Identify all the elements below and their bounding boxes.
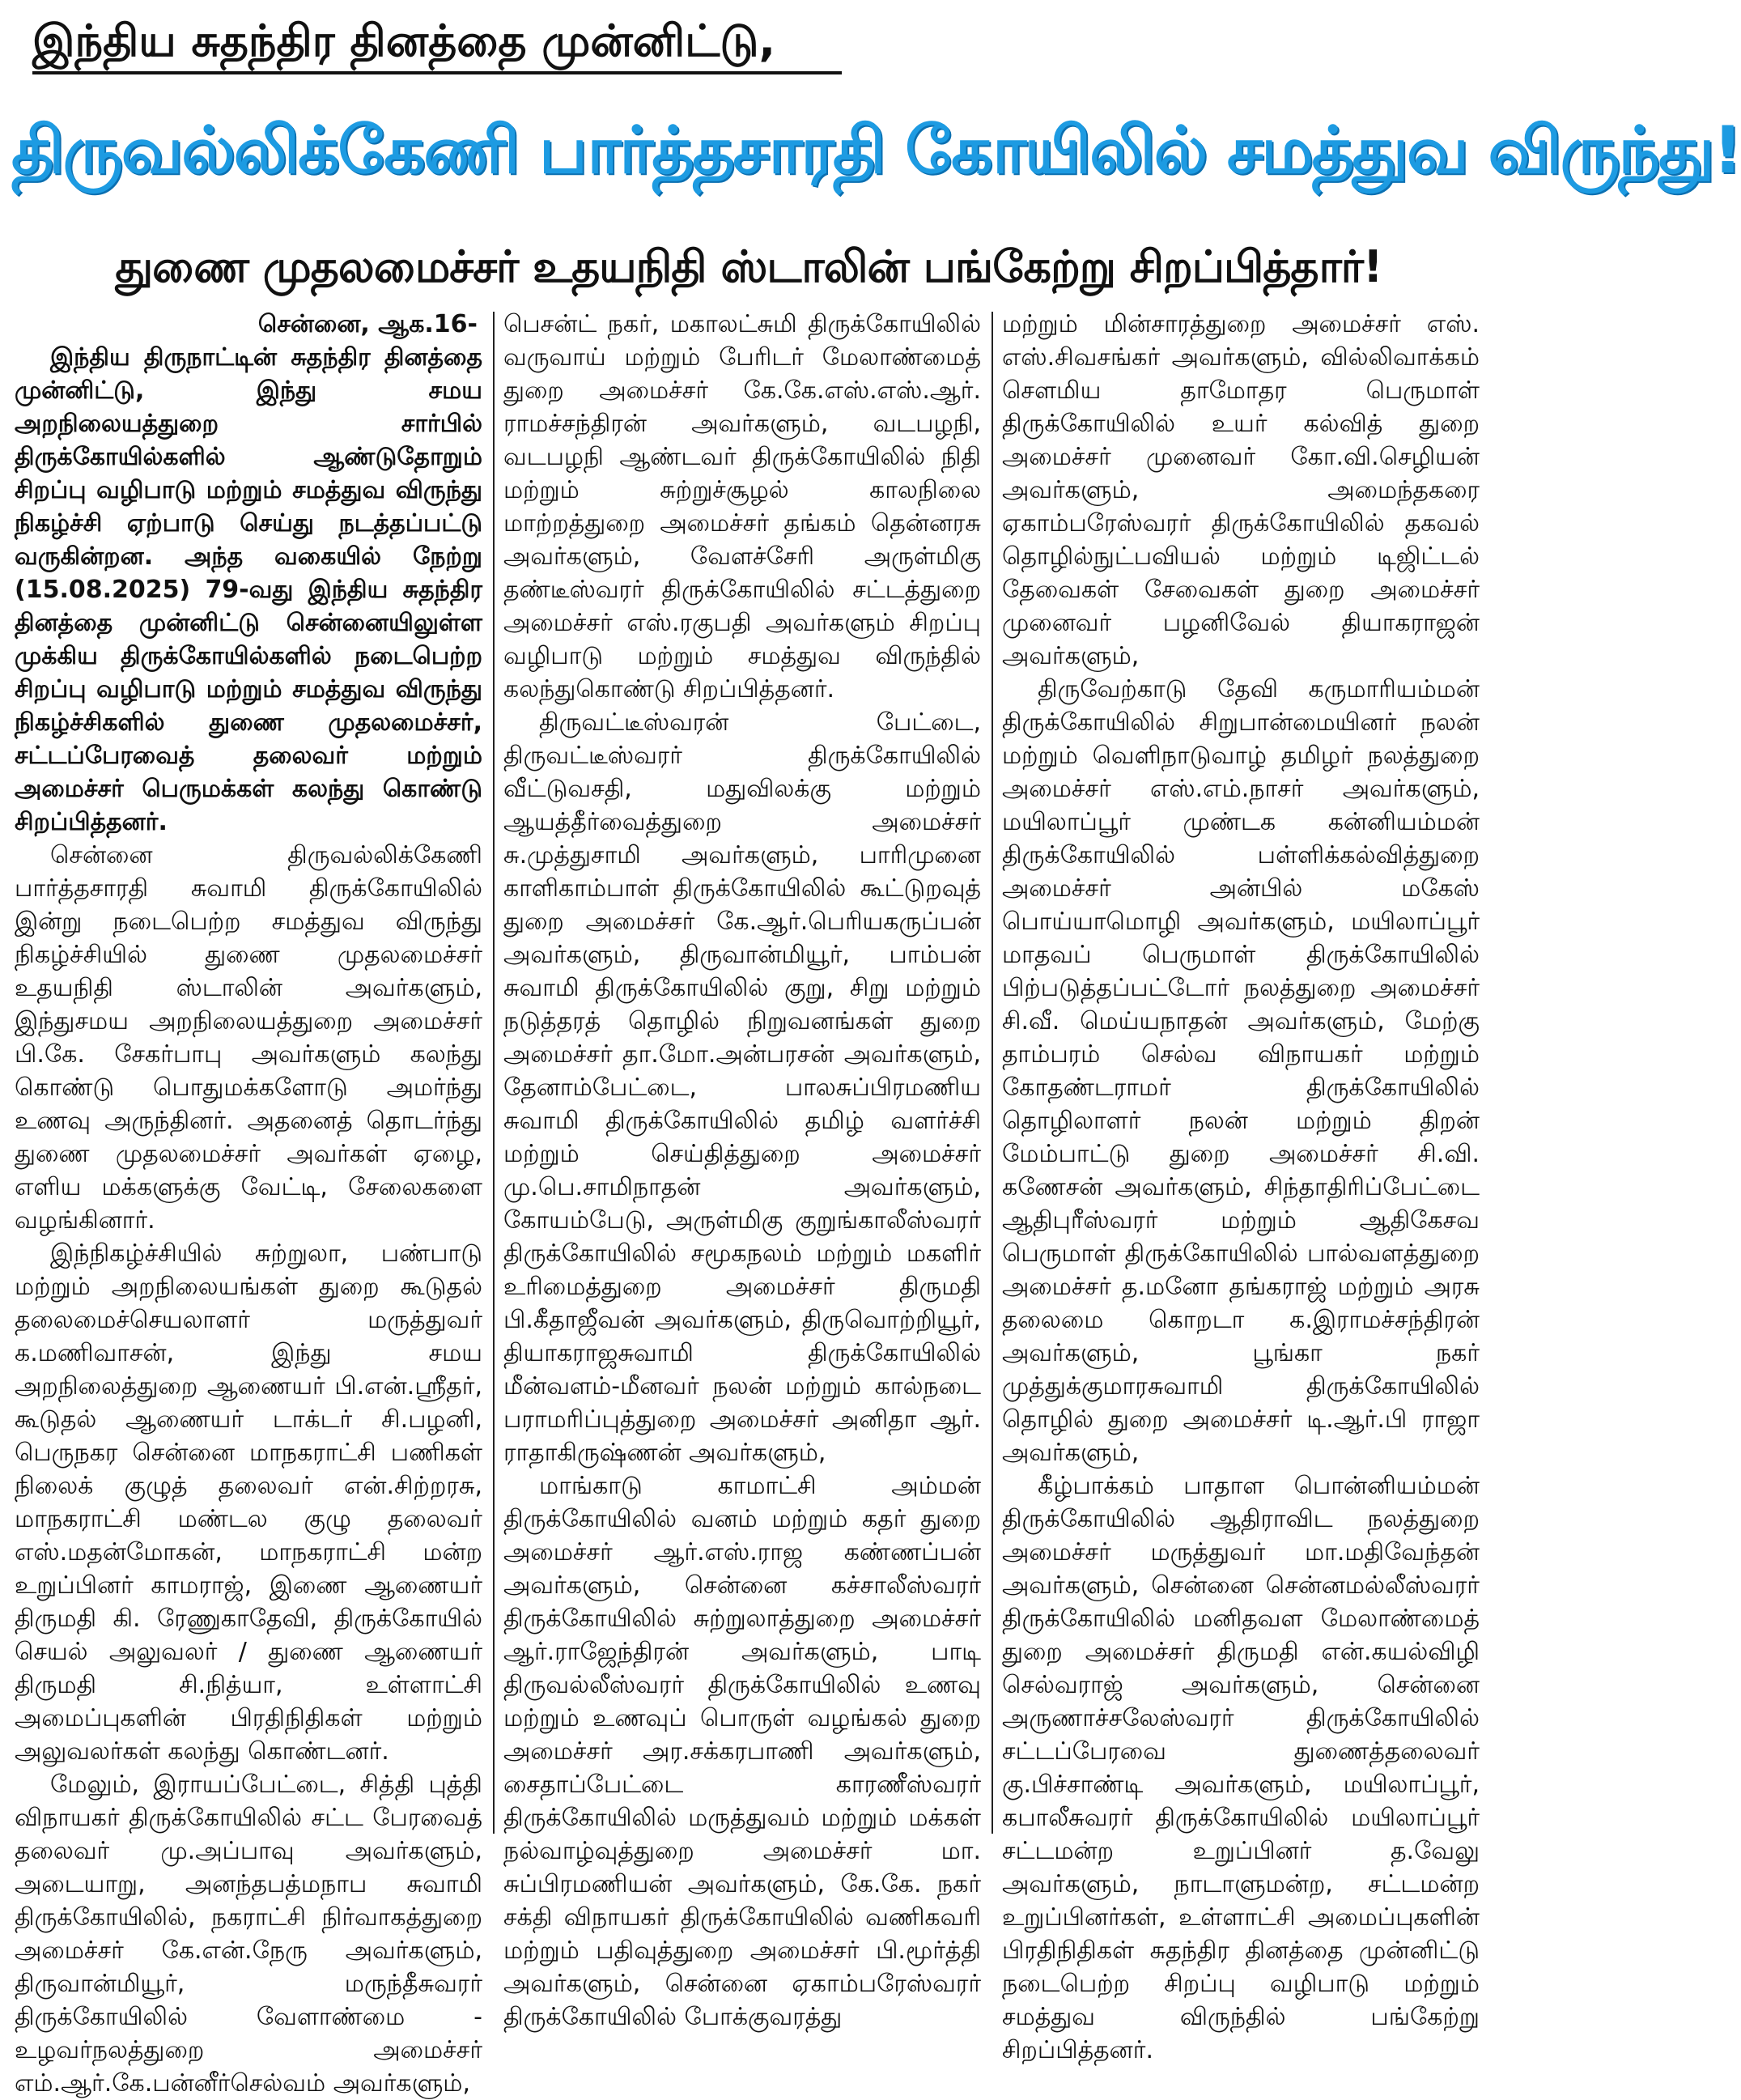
body-paragraph: சென்னை திருவல்லிக்கேணி பார்த்தசாரதி சுவாமி திருக்கோயிலில் இன்று நடைபெற்ற சமத்துவ விருந்து நிகழ்ச்சியில் துணை முதலமைச்சர் உதயநிதி ஸ்டாலின் அவர்களும், இந்துசமய அறநிலையத்துறை அமைச்சர் பி.கே. சேகர்பாபு அவர்களும் கலந்து கொண்டு பொதுமக்களோடு அமர்ந்து உணவு அருந்தினர். அதனைத் தொடர்ந்து துணை முதலமைச்சர் அவர்கள் ஏழை, எளிய மக்களுக்கு வேட்டி, சேலைகளை வழங்கினார். [15,841,482,1235]
article-column-3 [1002,308,1480,2064]
article-column-2 [503,308,981,2031]
body-paragraph: கீழ்பாக்கம் பாதாள பொன்னியம்மன் திருக்கோயிலில் ஆதிராவிட நலத்துறை அமைச்சர் மருத்துவர் மா.மதிவேந்தன் அவர்களும், சென்னை சென்னமல்லீஸ்வரர் திருக்கோயிலில் மனிதவள மேலாண்மைத் துறை அமைச்சர் திருமதி என்.கயல்விழி செல்வராஜ் அவர்களும், சென்னை அருணாச்சலேஸ்வரர் திருக்கோயிலில் சட்டப்பேரவை துணைத்தலைவர் கு.பிச்சாண்டி அவர்களும், மயிலாப்பூர், கபாலீசுவரர் திருக்கோயிலில் மயிலாப்பூர் சட்டமன்ற உறுப்பினர் த.வேலு அவர்களும், நாடாளுமன்ற, சட்டமன்ற உறுப்பினர்கள், உள்ளாட்சி அமைப்புகளின் பிரதிநிதிகள் சுதந்திர தினத்தை முன்னிட்டு நடைபெற்ற சிறப்பு வழிபாடு மற்றும் சமத்துவ விருந்தில் பங்கேற்று சிறப்பித்தனர். [1002,1472,1480,2064]
main-headline: திருவல்லிக்கேணி பார்த்தசாரதி கோயிலில் சமத்துவ விருந்து! [11,113,1741,188]
body-paragraph: மேலும், இராயப்பேட்டை, சித்தி புத்தி விநாயகர் திருக்கோயிலில் சட்ட பேரவைத் தலைவர் மு.அப்பாவு அவர்களும், அடையாறு, அனந்தபத்மநாப சுவாமி திருக்கோயிலில், நகராட்சி நிர்வாகத்துறை அமைச்சர் கே.என்.நேரு அவர்களும், திருவான்மியூர், மருந்தீசுவரர் திருக்கோயிலில் வேளாண்மை - உழவர்நலத்துறை அமைச்சர் எம்.ஆர்.கே.பன்னீர்செல்வம் அவர்களும், [15,1771,482,2098]
article-column-1 [15,308,482,2098]
body-paragraph: திருவட்டீஸ்வரன் பேட்டை, திருவட்டீஸ்வரர் திருக்கோயிலில் வீட்டுவசதி, மதுவிலக்கு மற்றும் ஆயத்தீர்வைத்துறை அமைச்சர் சு.முத்துசாமி அவர்களும், பாரிமுனை காளிகாம்பாள் திருக்கோயிலில் கூட்டுறவுத் துறை அமைச்சர் கே.ஆர்.பெரியகருப்பன் அவர்களும், திருவான்மியூர், பாம்பன் சுவாமி திருக்கோயிலில் குறு, சிறு மற்றும் நடுத்தரத் தொழில் நிறுவனங்கள் துறை அமைச்சர் தா.மோ.அன்பரசன் அவர்களும், தேனாம்பேட்டை, பாலசுப்பிரமணிய சுவாமி திருக்கோயிலில் தமிழ் வளர்ச்சி மற்றும் செய்தித்துறை அமைச்சர் மு.பெ.சாமிநாதன் அவர்களும், கோயம்பேடு, அருள்மிகு குறுங்காலீஸ்வரர் திருக்கோயிலில் சமூகநலம் மற்றும் மகளிர் உரிமைத்துறை அமைச்சர் திருமதி பி.கீதாஜீவன் அவர்களும், திருவொற்றியூர், தியாகராஜசுவாமி திருக்கோயிலில் மீன்வளம்-மீனவர் நலன் மற்றும் கால்நடை பராமரிப்புத்துறை அமைச்சர் அனிதா ஆர். ராதாகிருஷ்ணன் அவர்களும், [503,708,981,1467]
kicker-heading: இந்திய சுதந்திர தினத்தை முன்னிட்டு, [32,11,842,74]
body-paragraph: திருவேற்காடு தேவி கருமாரியம்மன் திருக்கோயிலில் சிறுபான்மையினர் நலன் மற்றும் வெளிநாடுவாழ் தமிழர் நலத்துறை அமைச்சர் எஸ்.எம்.நாசர் அவர்களும், மயிலாப்பூர் முண்டக கன்னியம்மன் திருக்கோயிலில் பள்ளிக்கல்வித்துறை அமைச்சர் அன்பில் மகேஸ் பொய்யாமொழி அவர்களும், மயிலாப்பூர் மாதவப் பெருமாள் திருக்கோயிலில் பிற்படுத்தப்பட்டோர் நலத்துறை அமைச்சர் சி.வீ. மெய்யநாதன் அவர்களும், மேற்கு தாம்பரம் செல்வ விநாயகர் மற்றும் கோதண்டராமர் திருக்கோயிலில் தொழிலாளர் நலன் மற்றும் திறன் மேம்பாட்டு துறை அமைச்சர் சி.வி. கணேசன் அவர்களும், சிந்தாதிரிப்பேட்டை ஆதிபுரீஸ்வரர் மற்றும் ஆதிகேசவ பெருமாள் திருக்கோயிலில் பால்வளத்துறை அமைச்சர் த.மனோ தங்கராஜ் மற்றும் அரசு தலைமை கொறடா க.இராமச்சந்திரன் அவர்களும், பூங்கா நகர் முத்துக்குமாரசுவாமி திருக்கோயிலில் தொழில் துறை அமைச்சர் டி.ஆர்.பி ராஜா அவர்களும், [1002,675,1480,1467]
body-paragraph: மாங்காடு காமாட்சி அம்மன் திருக்கோயிலில் வனம் மற்றும் கதர் துறை அமைச்சர் ஆர்.எஸ்.ராஜ கண்ணப்பன் அவர்களும், சென்னை கச்சாலீஸ்வரர் திருக்கோயிலில் சுற்றுலாத்துறை அமைச்சர் ஆர்.ராஜேந்திரன் அவர்களும், பாடி திருவல்லீஸ்வரர் திருக்கோயிலில் உணவு மற்றும் உணவுப் பொருள் வழங்கல் துறை அமைச்சர் அர.சக்கரபாணி அவர்களும், சைதாப்பேட்டை காரணீஸ்வரர் திருக்கோயிலில் மருத்துவம் மற்றும் மக்கள் நல்வாழ்வுத்துறை அமைச்சர் மா. சுப்பிரமணியன் அவர்களும், கே.கே. நகர் சக்தி விநாயகர் திருக்கோயிலில் வணிகவரி மற்றும் பதிவுத்துறை அமைச்சர் பி.மூர்த்தி அவர்களும், சென்னை ஏகாம்பரேஸ்வரர் திருக்கோயிலில் போக்குவரத்து [503,1472,981,2031]
body-paragraph: இந்நிகழ்ச்சியில் சுற்றுலா, பண்பாடு மற்றும் அறநிலையங்கள் துறை கூடுதல் தலைமைச்செயலாளர் மருத்துவர் க.மணிவாசன், இந்து சமய அறநிலைத்துறை ஆணையர் பி.என்.ஸ்ரீதர், கூடுதல் ஆணையர் டாக்டர் சி.பழனி, பெருநகர சென்னை மாநகராட்சி பணிகள் நிலைக் குழுத் தலைவர் என்.சிற்றரசு, மாநகராட்சி மண்டல குழு தலைவர் எஸ்.மதன்மோகன், மாநகராட்சி மன்ற உறுப்பினர் காமராஜ், இணை ஆணையர் திருமதி கி. ரேணுகாதேவி, திருக்கோயில் செயல் அலுவலர் / துணை ஆணையர் திருமதி சி.நித்யா, உள்ளாட்சி அமைப்புகளின் பிரதிநிதிகள் மற்றும் அலுவலர்கள் கலந்து கொண்டனர். [15,1239,482,1766]
lead-paragraph: இந்திய திருநாட்டின் சுதந்திர தினத்தை முன்னிட்டு, இந்து சமய அறநிலையத்துறை சார்பில் திருக்கோயில்களில் ஆண்டுதோறும் சிறப்பு வழிபாடு மற்றும் சமத்துவ விருந்து நிகழ்ச்சி ஏற்பாடு செய்து நடத்தப்பட்டு வருகின்றன. அந்த வகையில் நேற்று (15.08.2025) 79-வது இந்திய சுதந்திர தினத்தை முன்னிட்டு சென்னையிலுள்ள முக்கிய திருக்கோயில்களில் நடைபெற்ற சிறப்பு வழிபாடு மற்றும் சமத்துவ விருந்து நிகழ்ச்சிகளில் துணை முதலமைச்சர், சட்டப்பேரவைத் தலைவர் மற்றும் அமைச்சர் பெருமக்கள் கலந்து கொண்டு சிறப்பித்தனர். [15,343,482,836]
sub-headline: துணை முதலமைச்சர் உதயநிதி ஸ்டாலின் பங்கேற்று சிறப்பித்தார்! [115,241,1382,292]
body-paragraph: மற்றும் மின்சாரத்துறை அமைச்சர் எஸ். எஸ்.சிவசங்கர் அவர்களும், வில்லிவாக்கம் சௌமிய தாமோதர பெருமாள் திருக்கோயிலில் உயர் கல்வித் துறை அமைச்சர் முனைவர் கோ.வி.செழியன் அவர்களும், அமைந்தகரை ஏகாம்பரேஸ்வரர் திருக்கோயிலில் தகவல் தொழில்நுட்பவியல் மற்றும் டிஜிட்டல் தேவைகள் சேவைகள் துறை அமைச்சர் முனைவர் பழனிவேல் தியாகராஜன் அவர்களும், [1002,310,1480,670]
column-divider [992,312,993,1834]
dateline: சென்னை, ஆக.16- [257,310,478,338]
column-divider [493,312,495,1834]
body-paragraph: பெசன்ட் நகர், மகாலட்சுமி திருக்கோயிலில் வருவாய் மற்றும் பேரிடர் மேலாண்மைத் துறை அமைச்சர் கே.கே.எஸ்.எஸ்.ஆர். ராமச்சந்திரன் அவர்களும், வடபழநி, வடபழநி ஆண்டவர் திருக்கோயிலில் நிதி மற்றும் சுற்றுச்சூழல் காலநிலை மாற்றத்துறை அமைச்சர் தங்கம் தென்னரசு அவர்களும், வேளச்சேரி அருள்மிகு தண்டீஸ்வரர் திருக்கோயிலில் சட்டத்துறை அமைச்சர் எஸ்.ரகுபதி அவர்களும் சிறப்பு வழிபாடு மற்றும் சமத்துவ விருந்தில் கலந்துகொண்டு சிறப்பித்தனர். [503,310,981,704]
